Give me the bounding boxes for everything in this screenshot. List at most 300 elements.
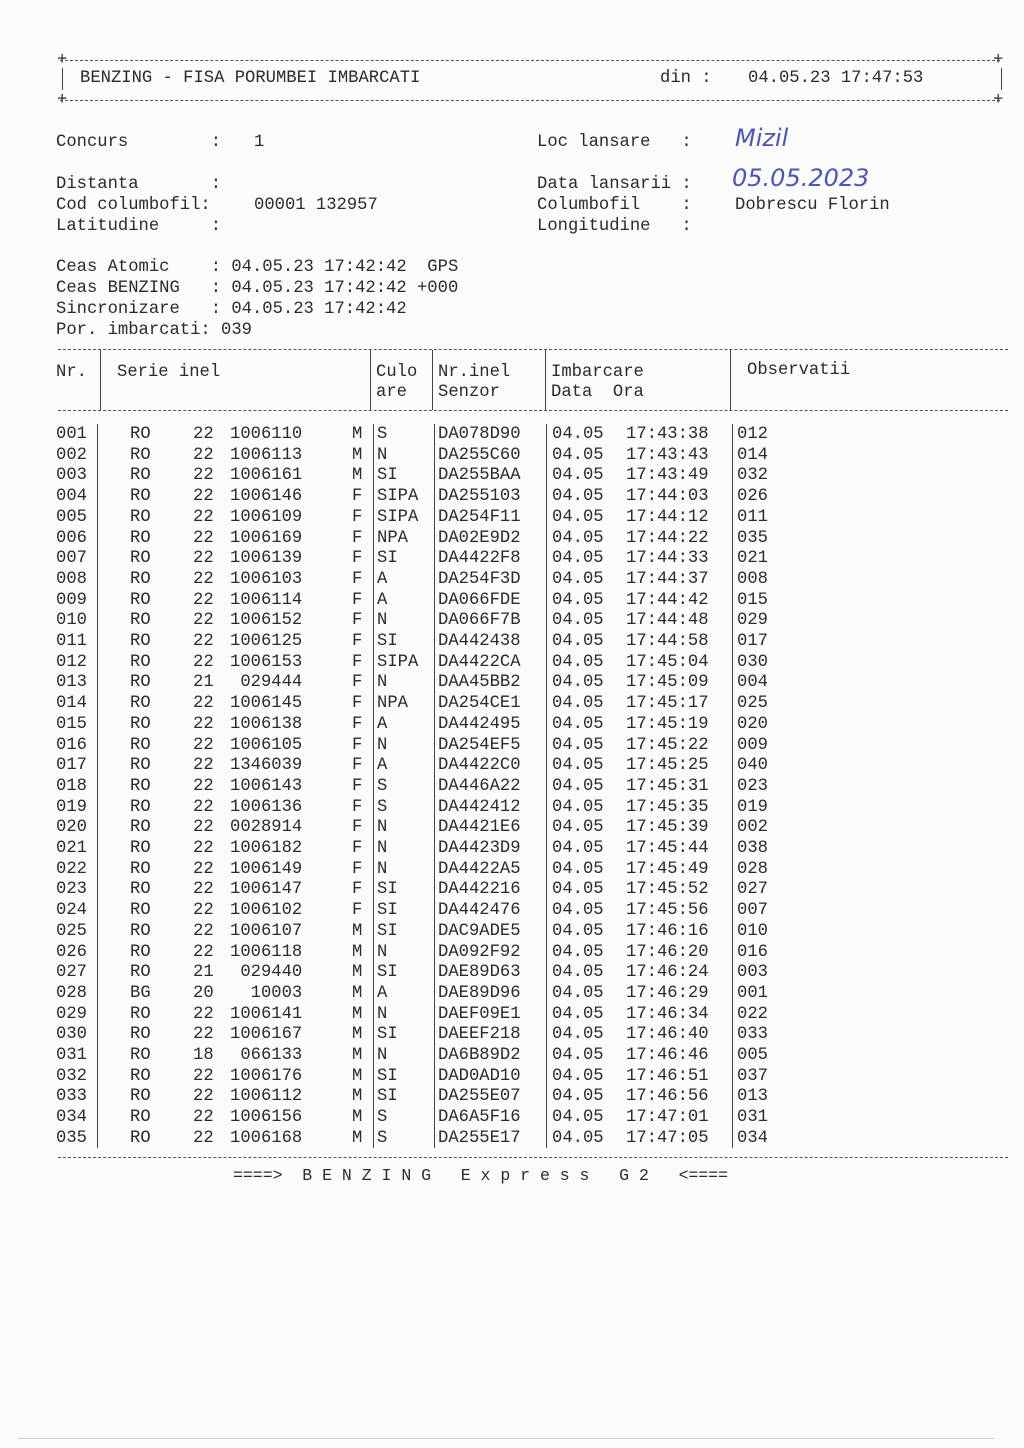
cell-sex: F [352,673,363,693]
table-row [0,1045,1024,1066]
cell-data: 04.05 [552,445,604,465]
cell-an: 22 [193,1087,214,1107]
cell-data: 04.05 [552,859,604,879]
longitudine-label: Longitudine : [537,217,692,236]
cell-senzor: DA4422C0 [438,756,521,776]
table-row [0,465,1024,486]
cell-data: 04.05 [552,425,604,444]
cell-inel: 1006109 [230,507,303,527]
table-row [0,424,1024,445]
cell-nr: 007 [56,549,87,569]
cell-sex: M [352,963,363,983]
cell-inel: 1006153 [230,652,303,672]
cell-inel: 066133 [230,1046,303,1065]
cell-data: 04.05 [552,797,604,817]
cell-sex: M [352,1025,363,1045]
cell-an: 22 [193,507,214,527]
cell-tara: RO [130,590,151,610]
cell-data: 04.05 [552,466,604,486]
cell-inel: 1006125 [230,632,303,651]
cell-an: 22 [193,1128,214,1148]
cell-nr: 014 [56,694,87,714]
table-row [0,610,1024,631]
cell-tara: RO [130,839,151,858]
table-row [0,1107,1024,1128]
cell-sex: F [352,549,363,569]
cell-an: 22 [193,776,214,796]
cell-nr: 019 [56,797,87,817]
cell-sex: F [352,487,363,507]
cell-ora: 17:46:40 [626,1025,709,1045]
cell-observatii: 029 [737,611,768,631]
latitudine-label: Latitudine : [56,217,222,236]
cell-data: 04.05 [552,569,604,589]
cell-data: 04.05 [552,983,604,1003]
cell-senzor: DA066F7B [438,611,521,631]
cell-culoare: A [377,714,388,734]
cell-ora: 17:44:42 [626,590,709,610]
cell-senzor: DAEEF218 [438,1025,521,1045]
cell-sex: F [352,569,363,589]
cell-ora: 17:45:49 [626,859,709,879]
cell-ora: 17:46:20 [626,942,709,962]
table-row [0,590,1024,611]
table-row [0,528,1024,549]
cell-an: 22 [193,549,214,569]
header-corner-right-bottom: + [993,91,1004,110]
cell-culoare: S [377,1128,388,1148]
cell-nr: 018 [56,776,87,796]
cell-tara: RO [130,714,151,734]
table-header-rule [58,410,1008,411]
cell-an: 22 [193,590,214,610]
cell-sex: M [352,466,363,486]
cell-observatii: 034 [737,1128,768,1148]
cell-nr: 029 [56,1004,87,1024]
cell-senzor: DA4422A5 [438,859,521,879]
cell-inel: 1346039 [230,756,303,776]
table-row [0,569,1024,590]
cell-ora: 17:46:29 [626,983,709,1003]
cell-sex: M [352,942,363,962]
col-header-inel-2: Senzor [438,383,500,402]
page-bottom-edge [18,1438,994,1439]
cell-data: 04.05 [552,839,604,858]
cell-data: 04.05 [552,673,604,693]
cell-inel: 1006113 [230,445,303,465]
cell-culoare: S [377,1108,388,1128]
cell-culoare: A [377,756,388,776]
cell-sex: F [352,776,363,796]
table-row [0,797,1024,818]
cell-senzor: DA442216 [438,880,521,900]
cell-data: 04.05 [552,487,604,507]
cell-senzor: DA442438 [438,632,521,651]
cell-sex: M [352,1046,363,1065]
cell-tara: RO [130,466,151,486]
cell-observatii: 025 [737,694,768,714]
cell-tara: RO [130,880,151,900]
cell-senzor: DA446A22 [438,776,521,796]
cell-observatii: 031 [737,1108,768,1128]
cell-inel: 1006110 [230,425,303,444]
cell-culoare: SI [377,901,398,921]
cell-inel: 10003 [230,983,303,1003]
cell-nr: 022 [56,859,87,879]
cell-culoare: SI [377,1025,398,1045]
cell-senzor: DA066FDE [438,590,521,610]
cell-sex: F [352,839,363,858]
cell-observatii: 012 [737,425,768,444]
cell-tara: RO [130,445,151,465]
data-lansarii-label: Data lansarii : [537,175,692,194]
cell-senzor: DA442412 [438,797,521,817]
cell-observatii: 038 [737,839,768,858]
cell-an: 22 [193,487,214,507]
cell-an: 22 [193,901,214,921]
cell-sex: F [352,756,363,776]
cell-culoare: A [377,569,388,589]
cell-senzor: DAD0AD10 [438,1066,521,1086]
cell-ora: 17:45:39 [626,818,709,838]
cell-nr: 032 [56,1066,87,1086]
cell-nr: 005 [56,507,87,527]
cell-observatii: 010 [737,921,768,941]
cell-nr: 010 [56,611,87,631]
cell-an: 20 [193,983,214,1003]
table-row [0,1004,1024,1025]
document-title: BENZING - FISA PORUMBEI IMBARCATI [80,69,421,88]
cell-inel: 1006147 [230,880,303,900]
cell-inel: 1006169 [230,528,303,548]
cell-observatii: 023 [737,776,768,796]
cell-nr: 021 [56,839,87,858]
divider-header-imbarcare [545,350,546,410]
cell-inel: 1006118 [230,942,303,962]
cell-sex: M [352,425,363,444]
col-header-culoare-2: are [376,383,407,402]
cell-culoare: SI [377,549,398,569]
cell-culoare: A [377,590,388,610]
cell-data: 04.05 [552,921,604,941]
cell-senzor: DA092F92 [438,942,521,962]
cell-data: 04.05 [552,942,604,962]
cell-an: 22 [193,756,214,776]
cell-senzor: DA4423D9 [438,839,521,858]
cell-tara: RO [130,921,151,941]
cell-data: 04.05 [552,694,604,714]
cell-tara: RO [130,1025,151,1045]
header-din-label: din : [660,69,712,88]
cell-inel: 1006143 [230,776,303,796]
table-row [0,1024,1024,1045]
cell-culoare: N [377,735,388,755]
cell-ora: 17:45:31 [626,776,709,796]
header-top-rule [60,60,1000,61]
cell-ora: 17:46:16 [626,921,709,941]
cell-senzor: DA255C60 [438,445,521,465]
cell-observatii: 005 [737,1046,768,1065]
cell-ora: 17:44:22 [626,528,709,548]
cell-nr: 025 [56,921,87,941]
header-left-border [62,68,63,90]
cell-sex: F [352,694,363,714]
cell-nr: 009 [56,590,87,610]
cell-observatii: 035 [737,528,768,548]
cell-tara: RO [130,673,151,693]
header-bottom-rule [60,100,1000,101]
cell-culoare: NPA [377,528,408,548]
cell-data: 04.05 [552,611,604,631]
cell-an: 21 [193,673,214,693]
table-row [0,879,1024,900]
cell-culoare: N [377,859,388,879]
cell-observatii: 003 [737,963,768,983]
cell-senzor: DA255E17 [438,1128,521,1148]
cell-observatii: 020 [737,714,768,734]
loc-lansare-handwritten: Mizil [735,124,789,152]
cell-an: 22 [193,839,214,858]
cell-inel: 1006139 [230,549,303,569]
col-header-imbarcare-2: Data Ora [551,383,644,402]
cell-observatii: 011 [737,507,768,527]
cell-culoare: SIPA [377,507,419,527]
cell-observatii: 017 [737,632,768,651]
cell-ora: 17:44:12 [626,507,709,527]
cell-an: 22 [193,466,214,486]
cell-ora: 17:43:43 [626,445,709,465]
cell-data: 04.05 [552,590,604,610]
cell-inel: 1006114 [230,590,303,610]
cell-inel: 1006141 [230,1004,303,1024]
cell-sex: M [352,1128,363,1148]
cell-tara: RO [130,507,151,527]
table-row [0,921,1024,942]
cell-nr: 020 [56,818,87,838]
col-header-serie: Serie inel [117,363,221,382]
cell-an: 22 [193,425,214,444]
cell-observatii: 028 [737,859,768,879]
cell-senzor: DA442476 [438,901,521,921]
cell-nr: 028 [56,983,87,1003]
cell-tara: RO [130,632,151,651]
cell-observatii: 022 [737,1004,768,1024]
cell-culoare: N [377,818,388,838]
ceas-atomic: Ceas Atomic : 04.05.23 17:42:42 GPS [56,258,459,277]
header-right-border [1001,68,1002,90]
cell-sex: M [352,1087,363,1107]
cell-ora: 17:44:37 [626,569,709,589]
cell-an: 22 [193,714,214,734]
cell-tara: RO [130,756,151,776]
cell-sex: F [352,632,363,651]
table-row [0,755,1024,776]
divider-header-inel [432,350,433,410]
cell-tara: RO [130,1004,151,1024]
cell-an: 22 [193,652,214,672]
cell-tara: RO [130,1108,151,1128]
cell-nr: 003 [56,466,87,486]
cell-ora: 17:46:34 [626,1004,709,1024]
cell-sex: F [352,797,363,817]
header-corner-left-top: + [57,51,68,70]
table-row [0,631,1024,652]
table-row [0,859,1024,880]
cell-inel: 1006103 [230,569,303,589]
col-header-imbarcare-1: Imbarcare [551,363,644,382]
table-row [0,1128,1024,1149]
cell-senzor: DAA45BB2 [438,673,521,693]
cell-ora: 17:45:09 [626,673,709,693]
cell-culoare: S [377,776,388,796]
cell-culoare: N [377,445,388,465]
cell-tara: RO [130,901,151,921]
cell-sex: F [352,880,363,900]
cell-an: 18 [193,1046,214,1065]
header-din-value: 04.05.23 17:47:53 [748,69,924,88]
header-corner-left-bottom: + [57,91,68,110]
table-row [0,962,1024,983]
cell-ora: 17:45:17 [626,694,709,714]
cell-ora: 17:45:22 [626,735,709,755]
cell-observatii: 015 [737,590,768,610]
cell-inel: 1006112 [230,1087,303,1107]
cell-ora: 17:46:24 [626,963,709,983]
cell-data: 04.05 [552,963,604,983]
cell-tara: RO [130,797,151,817]
concurs-value: 1 [254,133,265,152]
cell-senzor: DAE89D63 [438,963,521,983]
cell-nr: 026 [56,942,87,962]
cell-tara: RO [130,1128,151,1148]
cell-tara: RO [130,735,151,755]
cell-culoare: N [377,839,388,858]
ceas-benzing: Ceas BENZING : 04.05.23 17:42:42 +000 [56,279,459,298]
col-header-inel-1: Nr.inel [438,363,511,382]
cell-observatii: 014 [737,445,768,465]
cell-an: 22 [193,1025,214,1045]
cell-data: 04.05 [552,818,604,838]
cell-senzor: DA254F11 [438,507,521,527]
cell-ora: 17:44:03 [626,487,709,507]
cell-inel: 1006152 [230,611,303,631]
cell-senzor: DA255103 [438,487,521,507]
cell-observatii: 027 [737,880,768,900]
cell-tara: RO [130,776,151,796]
table-row [0,672,1024,693]
cell-nr: 006 [56,528,87,548]
cell-nr: 002 [56,445,87,465]
table-bottom-rule [58,1157,1008,1158]
cell-senzor: DA254F3D [438,569,521,589]
cell-data: 04.05 [552,756,604,776]
cell-culoare: A [377,983,388,1003]
cell-data: 04.05 [552,880,604,900]
cell-data: 04.05 [552,714,604,734]
cell-senzor: DA6B89D2 [438,1046,521,1065]
cell-observatii: 040 [737,756,768,776]
table-row [0,983,1024,1004]
cell-tara: RO [130,942,151,962]
cell-senzor: DAE89D96 [438,983,521,1003]
col-header-observatii: Observatii [747,361,851,380]
sincronizare: Sincronizare : 04.05.23 17:42:42 [56,300,407,319]
cell-tara: RO [130,859,151,879]
cell-data: 04.05 [552,652,604,672]
cell-ora: 17:44:48 [626,611,709,631]
cell-ora: 17:44:58 [626,632,709,651]
cell-an: 22 [193,632,214,651]
cell-nr: 024 [56,901,87,921]
cell-inel: 1006161 [230,466,303,486]
cell-culoare: SI [377,963,398,983]
divider-header-observatii [730,350,731,410]
table-row [0,1066,1024,1087]
cell-tara: RO [130,569,151,589]
divider-header-nr [100,350,101,410]
cell-sex: F [352,590,363,610]
cell-inel: 1006149 [230,859,303,879]
cell-nr: 016 [56,735,87,755]
cell-observatii: 032 [737,466,768,486]
cell-culoare: N [377,673,388,693]
cell-culoare: SI [377,921,398,941]
cell-ora: 17:45:44 [626,839,709,858]
cell-sex: M [352,1108,363,1128]
cell-an: 22 [193,1108,214,1128]
cell-culoare: SI [377,880,398,900]
cell-data: 04.05 [552,1004,604,1024]
cell-nr: 017 [56,756,87,776]
cell-culoare: N [377,1004,388,1024]
cell-senzor: DA254CE1 [438,694,521,714]
distanta-label: Distanta : [56,175,222,194]
cell-senzor: DA078D90 [438,425,521,444]
cell-inel: 1006182 [230,839,303,858]
cell-data: 04.05 [552,507,604,527]
cell-sex: F [352,714,363,734]
cell-nr: 031 [56,1046,87,1065]
cell-ora: 17:43:38 [626,425,709,444]
table-row [0,942,1024,963]
cell-sex: M [352,445,363,465]
cell-observatii: 030 [737,652,768,672]
cell-senzor: DA255E07 [438,1087,521,1107]
cell-observatii: 008 [737,569,768,589]
cell-an: 22 [193,1066,214,1086]
cell-nr: 013 [56,673,87,693]
cell-observatii: 026 [737,487,768,507]
cell-observatii: 019 [737,797,768,817]
cell-senzor: DA254EF5 [438,735,521,755]
cell-senzor: DAEF09E1 [438,1004,521,1024]
table-row [0,486,1024,507]
col-header-culoare-1: Culo [376,363,418,382]
cell-senzor: DA442495 [438,714,521,734]
cell-inel: 1006156 [230,1108,303,1128]
cell-data: 04.05 [552,776,604,796]
cell-culoare: N [377,1046,388,1065]
table-row [0,735,1024,756]
cell-sex: F [352,611,363,631]
cell-tara: RO [130,963,151,983]
cell-senzor: DA4422F8 [438,549,521,569]
cell-ora: 17:45:52 [626,880,709,900]
cell-nr: 008 [56,569,87,589]
cell-observatii: 007 [737,901,768,921]
cell-tara: RO [130,1066,151,1086]
cell-inel: 1006176 [230,1066,303,1086]
